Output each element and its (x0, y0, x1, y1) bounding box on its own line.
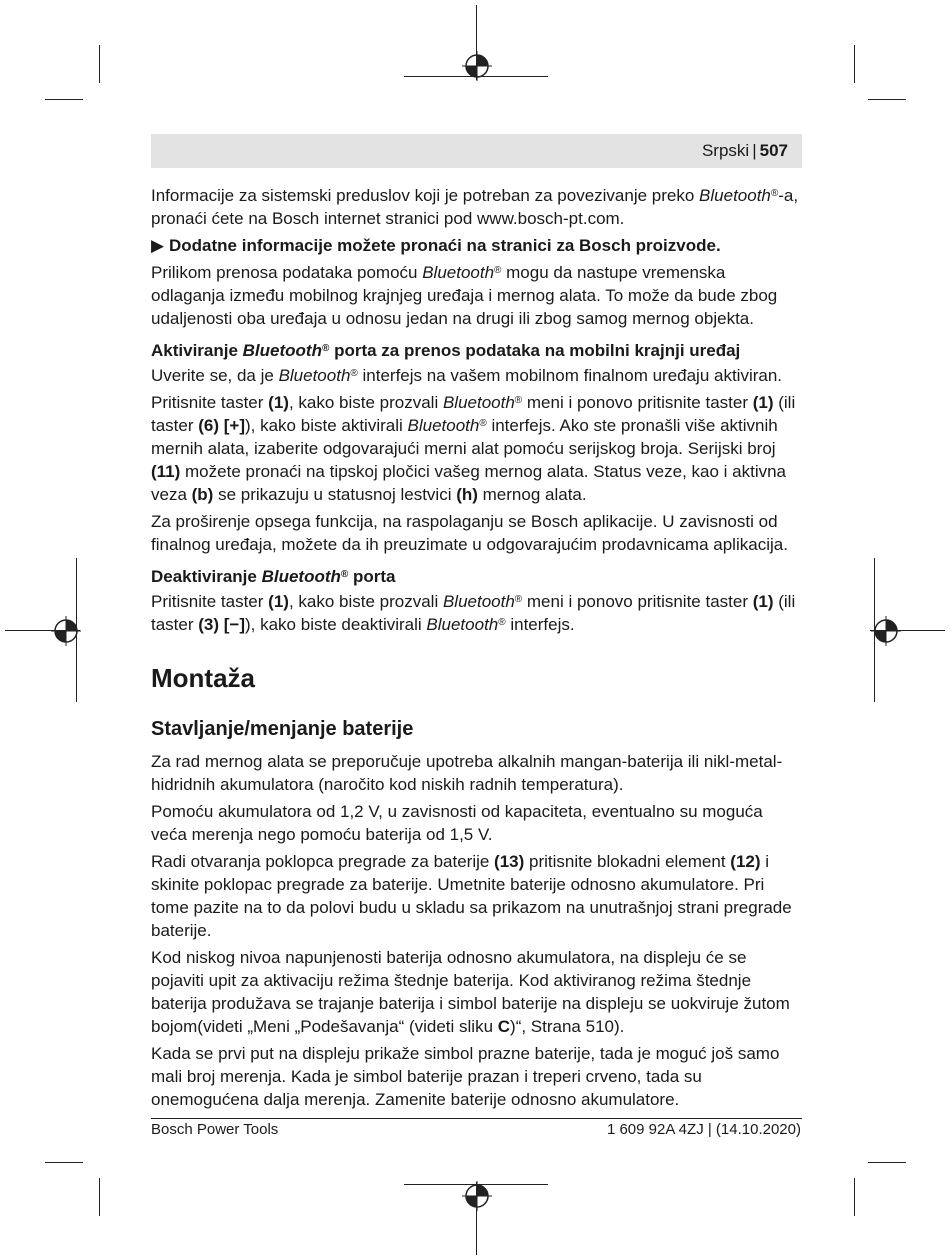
activate-paragraph-3: Za proširenje opsega funkcija, na raspolaganju se Bosch aplikacije. U zavisnosti od finalnog uređaja, možete da ih preuzimate u odgovarajućim prodavnicama aplikacija. (151, 512, 788, 554)
header-language: Srpski (701, 141, 750, 160)
deactivate-paragraph: Pritisnite taster (1), kako biste prozvali Bluetooth® meni i ponovo pritisnite taster (1) (ili taster (3) [−]), kako biste deaktivirali Bluetooth® interfejs. (151, 592, 796, 634)
bullet-triangle-icon: ▶ (151, 236, 165, 255)
battery-paragraph-5: Kada se prvi put na displeju prikaže simbol prazne baterije, tada je moguć još samo mali broj merenja. Kada je simbol baterije prazan i treperi crveno, tada su onemogućena dalja merenja. Zamenite baterije odnosno akumulatore. (151, 1044, 780, 1109)
footer-document-id: 1 609 92A 4ZJ | (14.10.2020) (606, 1121, 801, 1138)
section-title: Montaža (151, 663, 255, 693)
activate-paragraph-2: Pritisnite taster (1), kako biste prozvali Bluetooth® meni i ponovo pritisnite taster (1) (ili taster (6) [+]), kako biste aktivirali Bluetooth® interfejs. Ako ste pronašli više aktivnih mernih alata, izaberite odgovarajući merni alat pomoću serijskog broja. Serijski broj (11) možete pronaći na tipskoj pločici vašeg mernog alata. Status veze, kao i aktivna veza (b) se prikazuju u statusnoj lestvici (h) mernog alata. (151, 393, 796, 504)
activate-paragraph-1: Uverite se, da je Bluetooth® interfejs na vašem mobilnom finalnom uređaju aktiviran. (151, 366, 783, 385)
registration-mark-icon (462, 51, 492, 81)
deactivate-heading: Deaktiviranje Bluetooth® porta (151, 567, 396, 586)
info-bullet: ▶ Dodatne informacije možete pronaći na stranici za Bosch proizvode. (151, 236, 721, 255)
page-number: 507 (759, 141, 788, 160)
activate-heading: Aktiviranje Bluetooth® porta za prenos podataka na mobilni krajnji uređaj (151, 341, 741, 360)
intro-paragraph-1: Informacije za sistemski preduslov koji je potreban za povezivanje preko Bluetooth®-a, pronaći ćete na Bosch internet stranici pod www.bosch-pt.com. (151, 186, 799, 228)
battery-paragraph-4: Kod niskog nivoa napunjenosti baterija odnosno akumulatora, na displeju će se pojaviti upit za aktivaciju režima štednje baterija. Kod aktiviranog režima štednje baterija produžava se trajanje baterija i simbol baterije na displeju se uokviruje žutom bojom(videti „Meni „Podešavanja“ (videti sliku C)“, Strana 510). (151, 948, 790, 1036)
footer-publisher: Bosch Power Tools (151, 1121, 279, 1138)
header-text: Srpski | 507 (701, 141, 788, 160)
page-content (151, 184, 802, 1115)
registration-mark-icon (871, 616, 901, 646)
battery-paragraph-2: Pomoću akumulatora od 1,2 V, u zavisnosti od kapaciteta, eventualno su moguća veća merenja nego pomoću baterija od 1,5 V. (151, 802, 763, 844)
footer-divider (151, 1118, 802, 1119)
battery-paragraph-1: Za rad mernog alata se preporučuje upotreba alkalnih mangan-baterija ili nikl-metal-hidridnih akumulatora (naročito kod niskih radnih temperatura). (151, 752, 783, 794)
registration-mark-icon (51, 616, 81, 646)
page-header (151, 134, 802, 168)
battery-paragraph-3: Radi otvaranja poklopca pregrade za baterije (13) pritisnite blokadni element (12) i skinite poklopac pregrade za baterije. Umetnite baterije odnosno akumulatore. Pri tome pazite na to da polovi budu u skladu sa prikazom na unutrašnjoj strani pregrade baterije. (151, 852, 792, 940)
registration-mark-icon (462, 1181, 492, 1211)
battery-heading: Stavljanje/menjanje baterije (151, 718, 414, 740)
intro-paragraph-2: Prilikom prenosa podataka pomoću Bluetooth® mogu da nastupe vremenska odlaganja između mobilnog krajnjeg uređaja i mernog alata. To može da bude zbog udaljenosti oba uređaja u odnosu jedan na drugi ili zbog samog mernog objekta. (151, 263, 778, 328)
